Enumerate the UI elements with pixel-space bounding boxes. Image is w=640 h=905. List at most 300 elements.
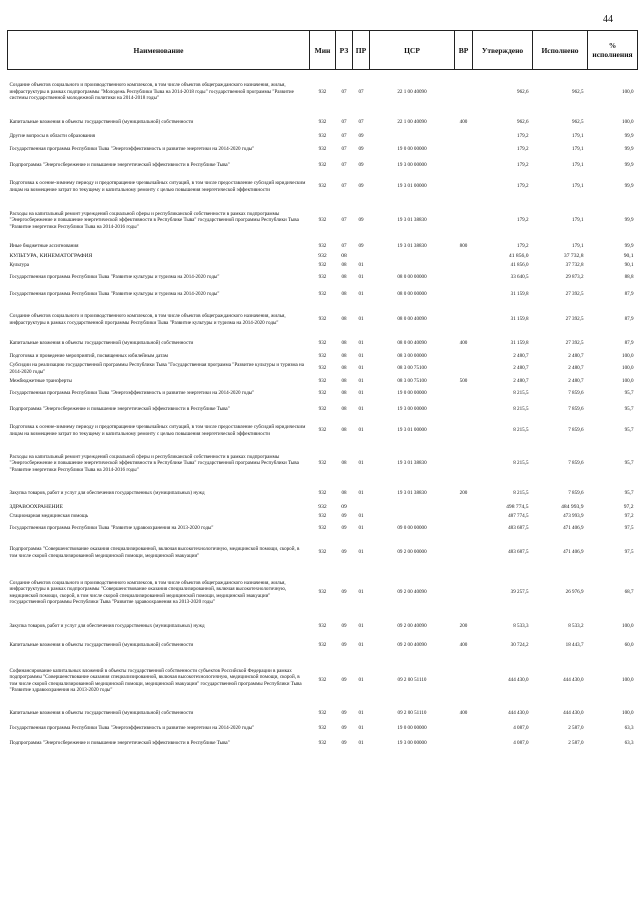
cell-csr: 08 0 00 40090 (397, 340, 427, 347)
cell-pr: 01 (358, 365, 364, 372)
cell-min: 932 (318, 740, 327, 747)
cell-approved: 444 430,0 (508, 677, 529, 684)
cell-pr: 01 (358, 622, 364, 629)
cell-percent: 100,0 (622, 622, 634, 629)
cell-csr: 19 3 01 38830 (397, 217, 427, 224)
page-number: 44 (603, 14, 613, 25)
cell-approved: 179,2 (517, 146, 529, 153)
cell-name: Стационарная медицинская помощь (9, 512, 89, 519)
cell-min: 932 (318, 133, 327, 140)
cell-approved: 487 774,5 (508, 512, 529, 519)
cell-pr: 09 (358, 183, 364, 190)
cell-min: 932 (318, 406, 327, 413)
cell-name: Подготовка к осенне-зимнему периоду и предотвращение чрезвычайных ситуаций, в том числе предоставление субсидий юридическим лицам на возмещение затрат по текущему и капитальному ремонту с целью повышения энергетической эффективности (9, 180, 306, 193)
cell-name: Государственная программа Республики Тыва "Развитие культуры и туризма на 2014-2020 годы" (9, 291, 220, 298)
table-row (8, 270, 638, 286)
cell-vr (455, 569, 473, 617)
cell-rz: 08 (341, 352, 347, 359)
cell-pr: 01 (358, 740, 364, 747)
cell-csr: 22 1 00 40090 (397, 88, 427, 95)
cell-executed: 179,1 (572, 133, 584, 140)
table-row (8, 252, 638, 261)
cell-pr: 09 (358, 133, 364, 140)
table-row (8, 503, 638, 512)
table-row (8, 636, 638, 655)
cell-rz: 07 (341, 133, 347, 140)
cell-executed: 7 859,6 (568, 406, 584, 413)
cell-min: 932 (318, 274, 327, 281)
cell-min: 932 (318, 162, 327, 169)
cell-vr (455, 418, 473, 444)
cell-csr (370, 261, 455, 270)
cell-percent: 100,0 (622, 352, 634, 359)
table-row (8, 537, 638, 569)
cell-approved: 962,6 (517, 119, 529, 126)
cell-pr: 01 (358, 489, 364, 496)
cell-name: Государственная программа Республики Тыва "Развитие культуры и туризма на 2014-2020 годы" (9, 274, 220, 281)
cell-name: Подготовка к осенне-зимнему периоду и предотвращение чрезвычайных ситуаций, в том числе предоставление субсидий юридическим лицам на возмещение затрат по текущему и капитальному ремонту с целью повышения энергетической эффективности (9, 424, 306, 437)
cell-rz: 09 (341, 740, 347, 747)
cell-pr: 01 (358, 460, 364, 467)
table-row (8, 418, 638, 444)
cell-percent: 60,0 (624, 641, 634, 648)
cell-name: Подпрограмма "Энергосбережение и повышение энергетической эффективности в Республике Тыва" (9, 162, 230, 169)
cell-vr (455, 304, 473, 336)
cell-percent: 100,0 (622, 677, 634, 684)
cell-pr: 01 (358, 340, 364, 347)
cell-csr: 08 0 00 00000 (397, 291, 427, 298)
table-row (8, 707, 638, 721)
cell-percent: 95,7 (624, 460, 634, 467)
cell-pr: 01 (358, 710, 364, 717)
cell-vr (455, 70, 473, 114)
cell-name: Софинансирование капитальных вложений в объекты государственной собственности субъектов Российской Федерации в рамках подпрограммы "Совершенствование оказания специализированной, включая высокотехнологичную, медицинской помощи, скорой, в том числе скорой специализированной медицинской помощи, медицинской эвакуации" государственной программы Республики Тыва "Развитие здравоохранения на 2013-2020 годы" (9, 667, 302, 693)
cell-min: 932 (318, 365, 327, 372)
col-percent-header: % исполнения (588, 31, 638, 70)
cell-percent: 97,2 (623, 503, 634, 510)
cell-approved: 31 159,8 (510, 340, 529, 347)
cell-executed: 484 993,9 (561, 503, 584, 510)
table-body (8, 70, 638, 751)
budget-table (7, 30, 638, 751)
cell-min: 932 (318, 119, 327, 126)
cell-pr: 01 (358, 641, 364, 648)
cell-min: 932 (318, 710, 327, 717)
cell-name: Иные бюджетные ассигнования (9, 243, 79, 250)
cell-name: Государственная программа Республики Тыва "Энергоэффективность и развитие энергетики на 2014-2020 годы" (9, 725, 255, 732)
cell-pr: 09 (358, 217, 364, 224)
cell-executed: 18 443,7 (565, 641, 584, 648)
cell-min: 932 (318, 489, 327, 496)
cell-csr: 08 3 00 75100 (397, 365, 427, 372)
cell-name: Капитальные вложения в объекты государственной (муниципальной) собственности (9, 710, 194, 717)
table-row (8, 352, 638, 361)
cell-min: 932 (318, 460, 327, 467)
cell-approved: 4 087,0 (513, 740, 529, 747)
cell-min: 932 (318, 377, 327, 384)
cell-pr: 01 (358, 352, 364, 359)
cell-percent: 97,5 (624, 525, 634, 532)
cell-rz: 09 (341, 710, 347, 717)
cell-rz: 09 (341, 525, 347, 532)
table-row (8, 114, 638, 132)
cell-csr: 09 2 00 00000 (397, 549, 427, 556)
cell-approved: 2 480,7 (513, 365, 529, 372)
cell-percent: 95,7 (624, 390, 634, 397)
table-row (8, 286, 638, 304)
cell-csr: 09 2 00 51110 (397, 710, 427, 717)
cell-vr (455, 402, 473, 418)
cell-pr: 01 (358, 725, 364, 732)
cell-vr: 400 (459, 119, 468, 126)
cell-name: Подготовка и проведение мероприятий, посвященных юбилейным датам (9, 352, 169, 359)
cell-vr (455, 503, 473, 512)
cell-approved: 8 533,3 (513, 622, 529, 629)
cell-rz: 09 (341, 725, 347, 732)
cell-name: КУЛЬТУРА, КИНЕМАТОГРАФИЯ (9, 252, 93, 259)
cell-min: 932 (318, 340, 327, 347)
cell-min: 932 (318, 622, 327, 629)
cell-executed: 471 406,9 (563, 549, 584, 556)
cell-rz: 08 (341, 252, 347, 259)
cell-executed: 179,1 (572, 243, 584, 250)
cell-name: Межбюджетные трансферты (9, 377, 72, 384)
cell-csr: 19 3 01 38830 (397, 489, 427, 496)
cell-name: Субсидии на реализацию государственной программы Республики Тыва "Государственная программа "Развитие культуры и туризма на 2014-2020 годы" (9, 362, 305, 375)
cell-vr (455, 655, 473, 707)
table-row (8, 200, 638, 242)
cell-rz: 08 (341, 340, 347, 347)
col-name-header: Наименование (8, 31, 310, 70)
table-row (8, 617, 638, 636)
cell-csr: 08 0 00 00000 (397, 274, 427, 281)
col-approved-header: Утверждено (473, 31, 533, 70)
cell-name: Подпрограмма "Совершенствование оказания специализированной, включая высокотехнологичную, медицинской помощи, скорой, в том числе скорой специализированной медицинской помощи, медицинской эвакуации" (9, 546, 300, 559)
cell-name: Создание объектов социального и производственного комплексов, в том числе объектов общегражданского назначения, жилья, инфраструктуры в рамках подпрограммы "Совершенствование оказания специализированной, включая высокотехнологичную, медицинской помощи, скорой, в том числе скорой специализированной медицинской помощи, медицинской эвакуации" государственной программы Республики Тыва "Развитие здравоохранения на 2013-2020 годы" (9, 579, 287, 605)
cell-rz: 08 (341, 365, 347, 372)
cell-vr (455, 537, 473, 569)
cell-min: 932 (318, 427, 327, 434)
cell-vr (455, 270, 473, 286)
cell-min: 932 (318, 261, 327, 268)
cell-min: 932 (318, 316, 327, 323)
cell-percent: 99,9 (624, 183, 634, 190)
cell-pr: 01 (358, 525, 364, 532)
cell-percent: 100,0 (622, 710, 634, 717)
cell-approved: 4 087,0 (513, 725, 529, 732)
cell-rz: 09 (341, 589, 347, 596)
table-row (8, 655, 638, 707)
cell-percent: 90,1 (624, 261, 634, 268)
cell-pr: 09 (358, 162, 364, 169)
cell-name: Подпрограмма "Энергосбережение и повышение энергетической эффективности в Республике Тыва" (9, 406, 230, 413)
cell-executed: 7 859,6 (568, 489, 584, 496)
cell-pr: 07 (358, 119, 364, 126)
cell-vr: 800 (459, 243, 468, 250)
cell-approved: 33 640,5 (510, 274, 529, 281)
cell-pr: 01 (358, 406, 364, 413)
cell-name: ЗДРАВООХРАНЕНИЕ (9, 503, 64, 510)
table-row (8, 569, 638, 617)
cell-pr: 01 (358, 589, 364, 596)
cell-rz: 07 (341, 88, 347, 95)
cell-approved: 2 480,7 (513, 377, 529, 384)
cell-rz: 09 (341, 549, 347, 556)
cell-rz: 09 (341, 512, 347, 519)
cell-name: Капитальные вложения в объекты государственной (муниципальной) собственности (9, 119, 194, 126)
cell-min: 932 (318, 549, 327, 556)
table-row (8, 261, 638, 270)
cell-percent: 99,9 (624, 243, 634, 250)
cell-approved: 8 215,5 (513, 406, 529, 413)
cell-name: Расходы на капитальный ремонт учреждений социальной сферы и республиканской собственности в рамках подпрограммы "Энергосбережение и повышение энергетической эффективности в Республике Тыва" государственной программы Республики Тыва "Развитие энергетики Республики Тыва на 2014-2016 годы" (9, 210, 299, 230)
cell-pr: 01 (358, 291, 364, 298)
table-row (8, 721, 638, 737)
cell-approved: 30 724,2 (510, 641, 529, 648)
cell-min: 932 (318, 88, 327, 95)
cell-csr: 19 0 00 00000 (397, 146, 427, 153)
cell-rz: 08 (341, 390, 347, 397)
cell-rz: 07 (341, 183, 347, 190)
cell-approved: 483 687,5 (508, 549, 529, 556)
cell-vr (455, 512, 473, 521)
cell-approved: 41 856,0 (510, 261, 529, 268)
cell-pr: 01 (358, 377, 364, 384)
cell-csr: 08 3 00 75100 (397, 377, 427, 384)
cell-vr: 400 (459, 340, 468, 347)
cell-approved: 962,6 (517, 88, 529, 95)
cell-approved: 31 159,8 (510, 316, 529, 323)
cell-csr: 08 3 00 00000 (397, 352, 427, 359)
cell-min: 932 (318, 252, 327, 259)
cell-rz: 08 (341, 274, 347, 281)
cell-vr (455, 200, 473, 242)
cell-executed: 444 430,0 (563, 710, 584, 717)
table-row (8, 304, 638, 336)
cell-csr (370, 512, 455, 521)
cell-vr: 500 (459, 377, 468, 384)
cell-rz: 08 (341, 406, 347, 413)
col-pr-header: ПР (353, 31, 370, 70)
cell-vr (455, 721, 473, 737)
cell-rz: 09 (341, 503, 347, 510)
cell-csr: 09 2 00 40090 (397, 641, 427, 648)
cell-min: 932 (318, 725, 327, 732)
cell-executed: 26 976,9 (565, 589, 584, 596)
cell-pr: 01 (358, 512, 364, 519)
cell-rz: 07 (341, 162, 347, 169)
cell-rz: 08 (341, 316, 347, 323)
cell-name: Создание объектов социального и производственного комплексов, в том числе объектов общегражданского назначения, жилья, инфраструктуры в рамках подпрограммы "Молодежь Республики Тыва на 2014-2018 годы" государственной программы "Развитие системы государственной молодежной политики на 2014-2018 годы" (9, 82, 294, 101)
cell-vr (455, 444, 473, 484)
cell-name: Закупка товаров, работ и услуг для обеспечения государственных (муниципальных) нужд (9, 622, 205, 629)
cell-vr (455, 142, 473, 158)
cell-csr: 19 3 00 00000 (397, 162, 427, 169)
cell-min: 932 (318, 525, 327, 532)
cell-percent: 63,3 (624, 740, 634, 747)
cell-pr: 09 (358, 146, 364, 153)
cell-rz: 07 (341, 217, 347, 224)
cell-rz: 08 (341, 427, 347, 434)
cell-min: 932 (318, 589, 327, 596)
cell-executed: 7 859,6 (568, 460, 584, 467)
cell-percent: 87,9 (624, 316, 634, 323)
cell-rz: 09 (341, 641, 347, 648)
cell-percent: 95,7 (624, 427, 634, 434)
cell-pr: 01 (358, 677, 364, 684)
cell-executed: 7 859,6 (568, 390, 584, 397)
cell-approved: 444 430,0 (508, 710, 529, 717)
table-row (8, 361, 638, 377)
cell-min: 932 (318, 390, 327, 397)
cell-pr: 09 (358, 243, 364, 250)
cell-percent: 100,0 (622, 365, 634, 372)
col-rz-header: РЗ (336, 31, 353, 70)
cell-csr: 09 2 00 51110 (397, 677, 427, 684)
cell-percent: 90,1 (623, 252, 634, 259)
cell-vr (455, 352, 473, 361)
table-row (8, 512, 638, 521)
cell-rz: 08 (341, 291, 347, 298)
cell-approved: 8 215,5 (513, 427, 529, 434)
table-row (8, 444, 638, 484)
cell-percent: 97,5 (624, 549, 634, 556)
table-header (8, 31, 638, 70)
cell-percent: 100,0 (622, 119, 634, 126)
cell-percent: 87,9 (624, 340, 634, 347)
cell-pr (353, 503, 370, 512)
cell-name: Государственная программа Республики Тыва "Развитие здравоохранения на 2013-2020 годы" (9, 525, 214, 532)
cell-min: 932 (318, 291, 327, 298)
table-row (8, 386, 638, 402)
cell-percent: 68,7 (624, 589, 634, 596)
cell-csr: 19 3 01 00000 (397, 427, 427, 434)
cell-pr: 01 (358, 390, 364, 397)
cell-csr: 09 2 00 40090 (397, 589, 427, 596)
col-vr-header: ВР (455, 31, 473, 70)
cell-percent: 100,0 (622, 377, 634, 384)
cell-executed: 27 392,5 (565, 340, 584, 347)
table-row (8, 484, 638, 503)
table-row (8, 402, 638, 418)
cell-csr: 19 3 00 00000 (397, 740, 427, 747)
cell-csr: 19 0 00 00000 (397, 390, 427, 397)
table-row (8, 377, 638, 386)
cell-vr (455, 252, 473, 261)
cell-pr: 07 (358, 88, 364, 95)
cell-percent: 99,9 (624, 162, 634, 169)
cell-executed: 2 480,7 (568, 365, 584, 372)
cell-pr: 01 (358, 427, 364, 434)
cell-executed: 471 406,9 (563, 525, 584, 532)
cell-name: Закупка товаров, работ и услуг для обеспечения государственных (муниципальных) нужд (9, 489, 205, 496)
table-row (8, 132, 638, 142)
cell-vr (455, 286, 473, 304)
cell-executed: 29 873,2 (565, 274, 584, 281)
cell-min: 932 (318, 243, 327, 250)
cell-executed: 2 480,7 (568, 377, 584, 384)
cell-name: Капитальные вложения в объекты государственной (муниципальной) собственности (9, 340, 194, 347)
cell-approved: 498 774,5 (506, 503, 529, 510)
cell-csr: 09 0 00 00000 (397, 525, 427, 532)
cell-name: Капитальные вложения в объекты государственной (муниципальной) собственности (9, 641, 194, 648)
cell-name: Расходы на капитальный ремонт учреждений социальной сферы и республиканской собственности в рамках подпрограммы "Энергосбережение и повышение энергетической эффективности в Республике Тыва" государственной программы Республики Тыва "Развитие энергетики Республики Тыва на 2014-2016 годы" (9, 453, 299, 473)
col-csr-header: ЦСР (370, 31, 455, 70)
cell-vr (455, 386, 473, 402)
cell-executed: 2 587,0 (568, 740, 584, 747)
cell-rz: 09 (341, 677, 347, 684)
table-row (8, 521, 638, 537)
col-min-header: Мин (310, 31, 336, 70)
table-row (8, 70, 638, 114)
cell-vr (455, 361, 473, 377)
cell-approved: 483 687,5 (508, 525, 529, 532)
cell-csr: 19 0 00 00000 (397, 725, 427, 732)
cell-approved: 179,2 (517, 162, 529, 169)
cell-approved: 8 215,5 (513, 489, 529, 496)
cell-name: Государственная программа Республики Тыва "Энергоэффективность и развитие энергетики на 2014-2020 годы" (9, 390, 255, 397)
cell-approved: 39 257,5 (510, 589, 529, 596)
cell-csr (370, 503, 455, 512)
cell-rz: 08 (341, 489, 347, 496)
cell-approved: 2 480,7 (513, 352, 529, 359)
cell-executed: 444 430,0 (563, 677, 584, 684)
cell-approved: 8 215,5 (513, 460, 529, 467)
cell-percent: 63,3 (624, 725, 634, 732)
cell-name: Подпрограмма "Энергосбережение и повышение энергетической эффективности в Республике Тыва" (9, 740, 230, 747)
cell-approved: 179,2 (517, 183, 529, 190)
cell-min: 932 (318, 183, 327, 190)
cell-executed: 179,1 (572, 217, 584, 224)
cell-csr: 19 3 01 00000 (397, 183, 427, 190)
cell-min: 932 (318, 677, 327, 684)
cell-executed: 962,5 (572, 88, 584, 95)
cell-approved: 179,2 (517, 243, 529, 250)
cell-csr: 19 3 00 00000 (397, 406, 427, 413)
cell-approved: 41 856,0 (508, 252, 529, 259)
cell-executed: 37 732,8 (565, 261, 584, 268)
cell-executed: 27 392,5 (565, 316, 584, 323)
cell-percent: 88,8 (624, 274, 634, 281)
cell-min: 932 (318, 641, 327, 648)
cell-min: 932 (318, 217, 327, 224)
cell-min: 932 (318, 146, 327, 153)
cell-percent: 95,7 (624, 489, 634, 496)
table-row (8, 174, 638, 200)
cell-executed: 27 392,5 (565, 291, 584, 298)
cell-min: 932 (318, 503, 327, 510)
cell-rz: 08 (341, 460, 347, 467)
cell-executed: 473 993,9 (563, 512, 584, 519)
cell-pr: 01 (358, 261, 364, 268)
cell-vr (455, 521, 473, 537)
cell-name: Государственная программа Республики Тыва "Энергоэффективность и развитие энергетики на 2014-2020 годы" (9, 146, 255, 153)
cell-rz: 08 (341, 377, 347, 384)
table-row (8, 242, 638, 252)
cell-csr: 09 2 00 40090 (397, 622, 427, 629)
cell-percent: 100,0 (622, 88, 634, 95)
cell-min: 932 (318, 352, 327, 359)
cell-approved: 8 215,5 (513, 390, 529, 397)
cell-csr: 08 0 00 40090 (397, 316, 427, 323)
cell-executed: 962,5 (572, 119, 584, 126)
table-row (8, 737, 638, 751)
cell-min: 932 (318, 512, 327, 519)
cell-vr: 200 (459, 489, 468, 496)
cell-percent: 99,9 (624, 133, 634, 140)
cell-executed: 179,1 (572, 183, 584, 190)
cell-pr: 01 (358, 274, 364, 281)
